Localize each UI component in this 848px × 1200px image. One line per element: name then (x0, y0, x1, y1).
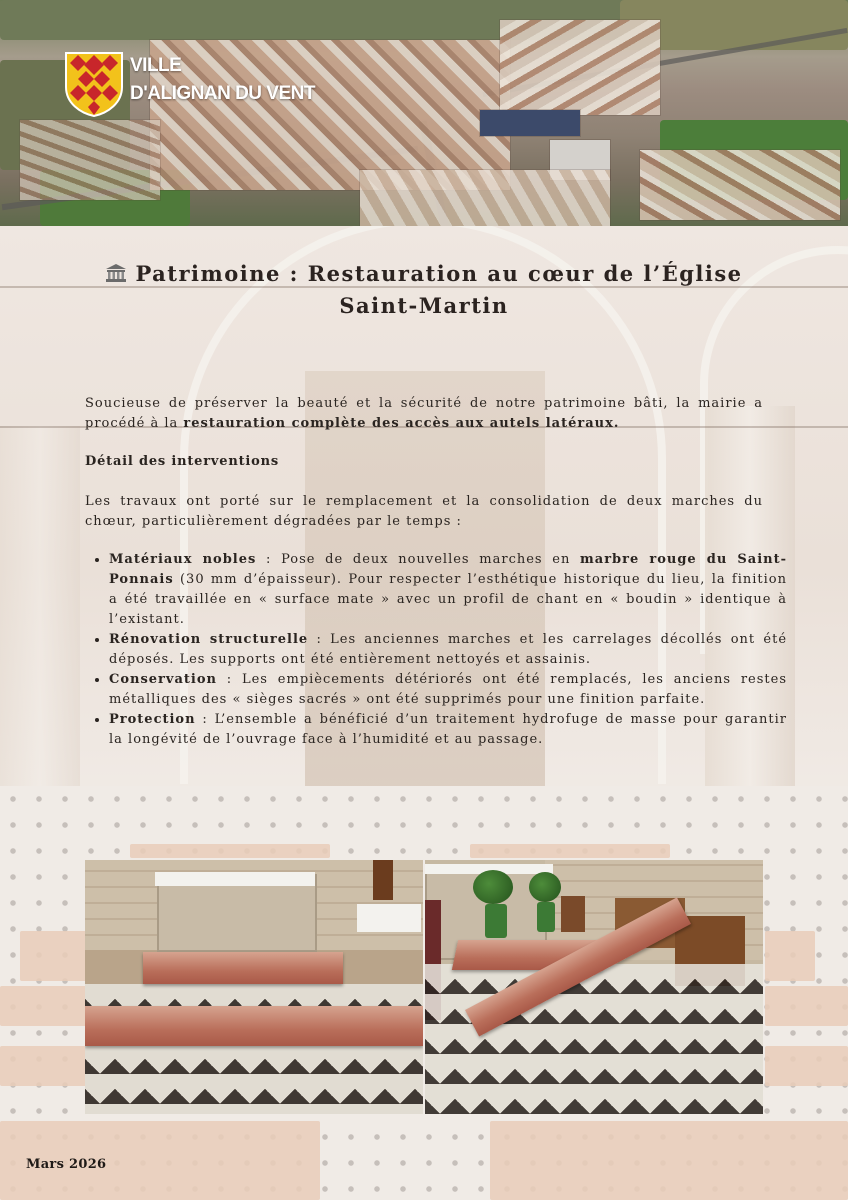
article-title (90, 258, 758, 322)
publication-date: Mars 2026 (26, 1157, 107, 1172)
list-item-text: : Les empiècements détériorés ont été remplacés, les anciens restes métalliques des « sièges sacrés » ont été supprimés pour une finition parfaite. (109, 672, 787, 707)
works-paragraph: Les travaux ont porté sur le remplacement et la consolidation de deux marches du chœur, particulièrement dégradées par le temps : (85, 494, 763, 529)
header-aerial-photo (0, 0, 848, 226)
list-item-label: Matériaux nobles (109, 552, 257, 567)
list-item-bold: marbre rouge du Saint-Ponnais (109, 552, 787, 587)
town-name-line2: D'ALIGNAN DU VENT (130, 83, 315, 104)
town-name-line1: VILLE (130, 55, 182, 76)
altar-steps-photo-left (85, 860, 423, 1114)
intro-bold-text: restauration complète des accès aux autels latéraux. (183, 416, 620, 431)
list-item (109, 550, 787, 630)
intro-paragraph (85, 394, 763, 434)
list-item (109, 710, 787, 750)
list-item-text: (30 mm d’épaisseur). Pour respecter l’esthétique historique du lieu, la finition a été travaillée en « surface mate » avec un profil de chant en « boudin » identique à l’existant. (109, 572, 787, 627)
town-name (130, 52, 315, 108)
list-item-label: Conservation (109, 672, 217, 687)
list-item-label: Protection (109, 712, 196, 727)
section-heading: Détail des interventions (85, 454, 279, 469)
list-item-text: : Les anciennes marches et les carrelages décollés ont été déposés. Les supports ont été entièrement nettoyés et assainis. (109, 632, 788, 667)
list-item-text: : Pose de deux nouvelles marches en (256, 552, 581, 567)
list-item-text: : L’ensemble a bénéficié d’un traitement hydrofuge de masse pour garantir la longévité de l’ouvrage face à l’humidité et au passage. (109, 712, 787, 747)
classical-building-icon (105, 263, 127, 283)
interventions-list (85, 550, 787, 750)
list-item-label: Rénovation structurelle (109, 632, 309, 647)
altar-steps-photo-right (425, 860, 763, 1114)
list-item (109, 630, 787, 670)
coat-of-arms-logo (64, 51, 124, 117)
article-title-text: Patrimoine : Restauration au cœur de l’Église Saint-Martin (135, 261, 743, 318)
intro-text: Soucieuse de préserver la beauté et la sécurité de notre patrimoine bâti, la mairie a procédé à la (85, 396, 763, 431)
list-item (109, 670, 787, 710)
